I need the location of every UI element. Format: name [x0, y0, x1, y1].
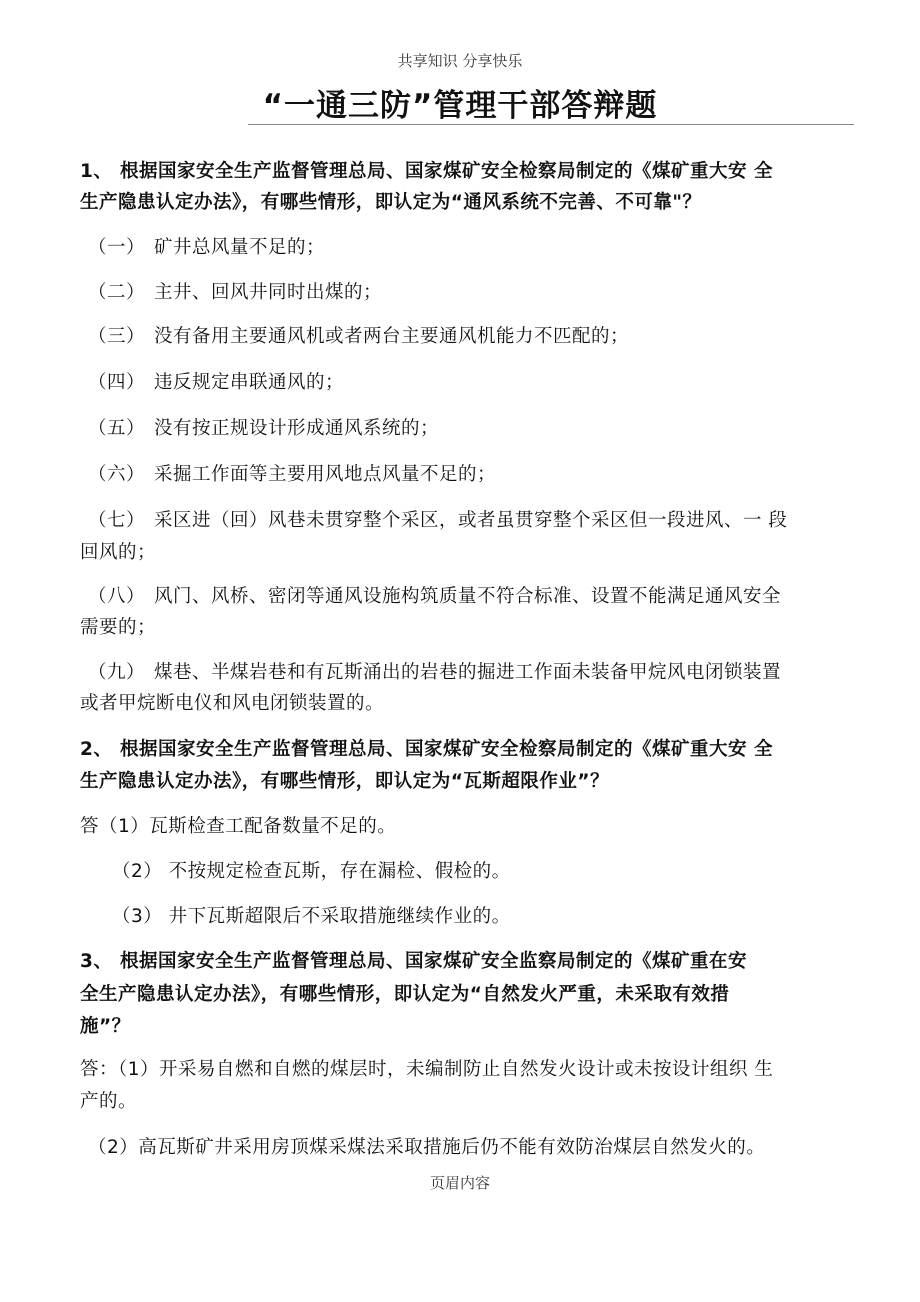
answer-1-item-3-text: 没有备用主要通风机或者两台主要通风机能力不匹配的； — [154, 326, 630, 347]
question-3-line-1 — [80, 947, 747, 973]
question-3-line-2: 全生产隐患认定办法》，有哪些情形，即认定为“自然发火严重，未采取有效措 — [80, 984, 730, 1005]
answer-1-item-4 — [88, 368, 344, 394]
answer-1-item-1 — [88, 233, 325, 259]
answer-1-item-2-marker: （二） — [88, 282, 146, 303]
answer-1-item-4-marker: （四） — [88, 372, 146, 393]
question-2-number: 2、 — [80, 739, 113, 760]
answer-1-item-7-continuation: 回风的； — [80, 542, 157, 563]
question-1-line-2: 生产隐患认定办法》，有哪些情形，即认定为“通风系统不完善、不可靠"？ — [80, 192, 702, 213]
answer-3-line-1: 答：（1）开采易自燃和自燃的煤层时，未编制防止自然发火设计或未按设计组织 生 — [80, 1059, 774, 1080]
answer-1-item-8-continuation: 需要的； — [80, 617, 157, 638]
answer-1-item-8-marker: （八） — [88, 586, 146, 607]
answer-1-item-6-marker: （六） — [88, 464, 146, 485]
question-2-line-2: 生产隐患认定办法》，有哪些情形，即认定为“瓦斯超限作业”？ — [80, 771, 610, 792]
answer-1-item-9-text: 煤巷、半煤岩巷和有瓦斯涌出的岩巷的掘进工作面未装备甲烷风电闭锁装置 — [154, 662, 782, 683]
answer-1-item-4-text: 违反规定串联通风的； — [154, 372, 345, 393]
answer-1-item-1-marker: （一） — [88, 237, 146, 258]
question-1-text-1: 根据国家安全生产监督管理总局、国家煤矿安全检察局制定的《煤矿重大安 全 — [120, 161, 773, 182]
answer-2-line-2: （2） 不按规定检查瓦斯，存在漏检、假检的。 — [112, 861, 511, 882]
question-3-line-3: 施”？ — [80, 1016, 131, 1037]
answer-1-item-3-marker: （三） — [88, 326, 146, 347]
answer-3-line-3: （2）高瓦斯矿井采用房顶煤采煤法采取措施后仍不能有效防治煤层自然发火的。 — [88, 1137, 766, 1158]
page-header: 共享知识 分享快乐 — [397, 52, 523, 70]
answer-2-line-1: 答（1）瓦斯检查工配备数量不足的。 — [80, 816, 397, 837]
answer-1-item-9-marker: （九） — [88, 662, 146, 683]
answer-1-item-3 — [88, 322, 629, 348]
question-2-line-1 — [80, 735, 773, 761]
answer-1-item-8 — [88, 582, 781, 608]
question-2-text-1: 根据国家安全生产监督管理总局、国家煤矿安全检察局制定的《煤矿重大安 全 — [120, 739, 773, 760]
answer-1-item-9 — [88, 658, 781, 684]
answer-1-item-2-text: 主井、回风井同时出煤的； — [154, 282, 383, 303]
answer-1-item-7 — [88, 506, 787, 532]
answer-1-item-8-text: 风门、风桥、密闭等通风设施构筑质量不符合标准、设置不能满足通风安全 — [154, 586, 782, 607]
answer-2-line-3: （3） 井下瓦斯超限后不采取措施继续作业的。 — [112, 906, 511, 927]
answer-1-item-6-text: 采掘工作面等主要用风地点风量不足的； — [154, 464, 497, 485]
page-footer: 页眉内容 — [429, 1174, 490, 1192]
answer-1-item-9-continuation: 或者甲烷断电仪和风电闭锁装置的。 — [80, 693, 385, 714]
answer-1-item-1-text: 矿井总风量不足的； — [154, 237, 326, 258]
document-title: “一通三防”管理干部答辩题 — [262, 88, 658, 124]
answer-1-item-2 — [88, 278, 382, 304]
answer-1-item-5-text: 没有按正规设计形成通风系统的； — [154, 418, 440, 439]
answer-1-item-6 — [88, 460, 496, 486]
answer-1-item-5-marker: （五） — [88, 418, 146, 439]
answer-1-item-7-marker: （七） — [88, 510, 146, 531]
question-3-text-1: 根据国家安全生产监督管理总局、国家煤矿安全监察局制定的《煤矿重在安 — [120, 951, 748, 972]
question-3-number: 3、 — [80, 951, 113, 972]
question-1-number: 1、 — [80, 161, 113, 182]
answer-3-line-2: 产的。 — [80, 1091, 138, 1112]
answer-1-item-7-text: 采区进（回）风巷未贯穿整个采区，或者虽贯穿整个采区但一段进风、一 段 — [154, 510, 788, 531]
title-underline — [248, 124, 854, 125]
answer-1-item-5 — [88, 414, 439, 440]
question-1-line-1 — [80, 157, 773, 183]
